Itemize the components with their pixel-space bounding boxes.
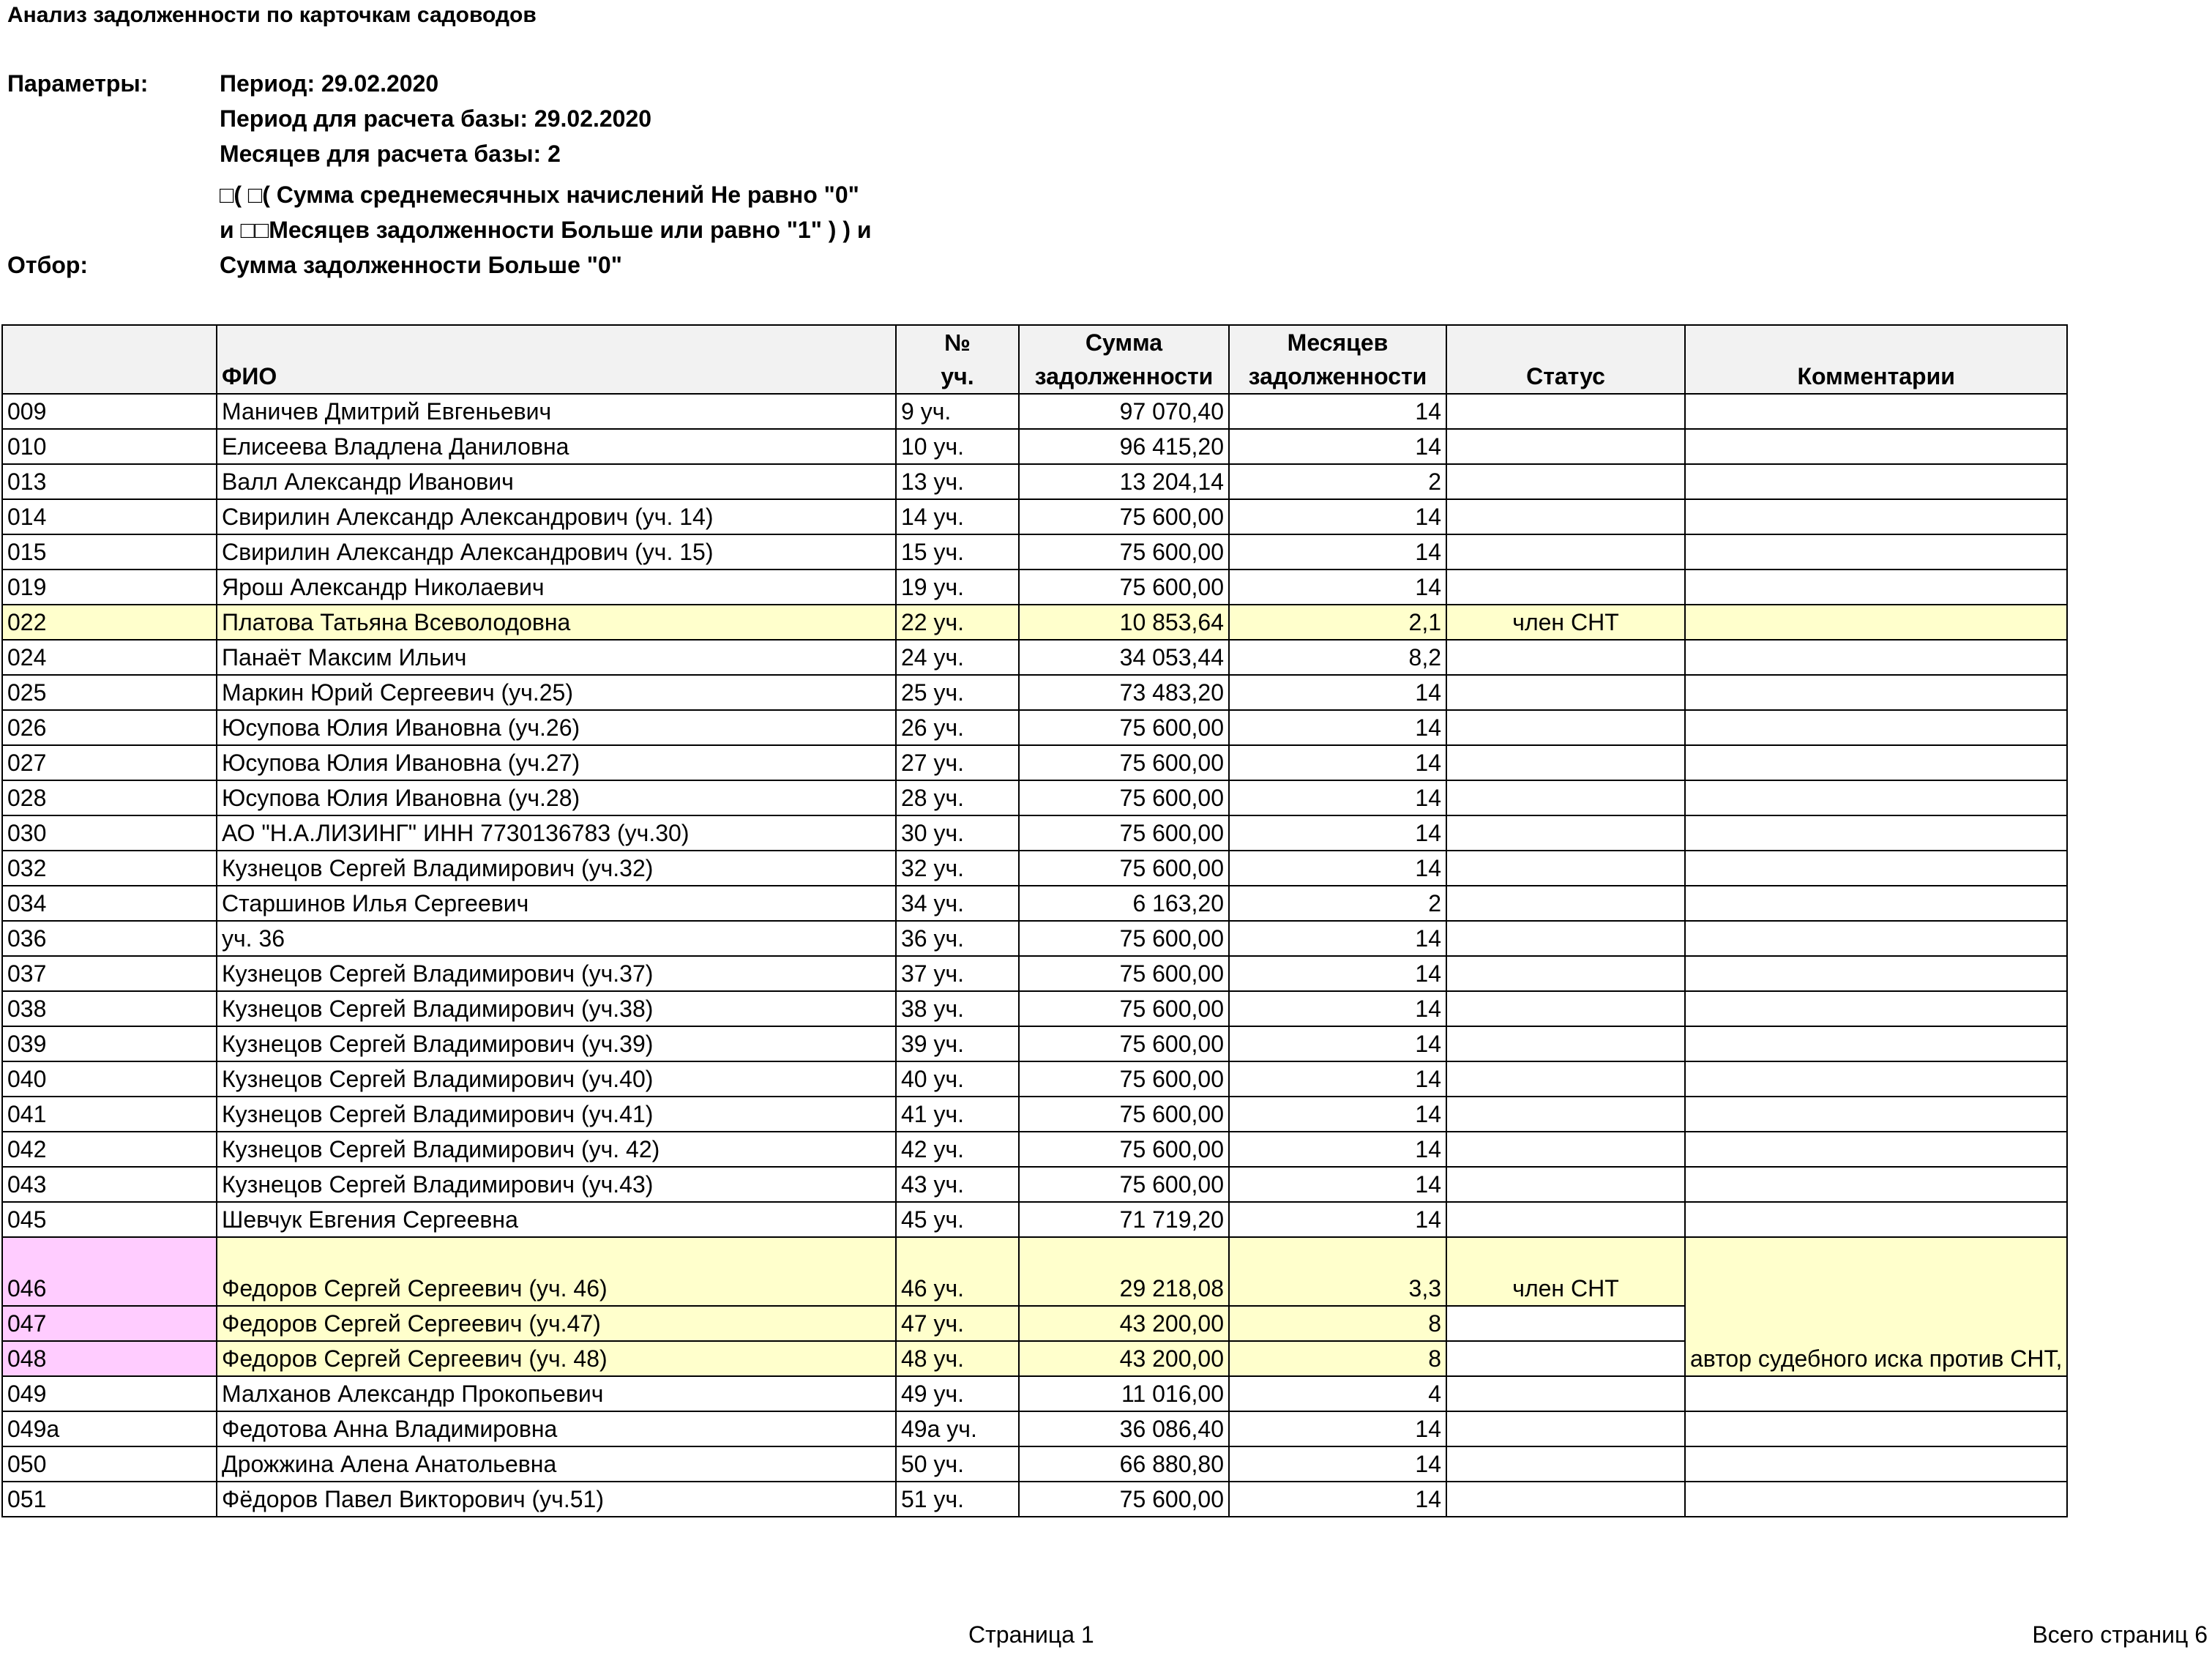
cell-code: 049а xyxy=(2,1411,217,1446)
filter-line: и □□Месяцев задолженности Больше или равно "1" ) ) и xyxy=(220,217,872,243)
table-row xyxy=(2,710,2067,745)
cell-fio: Дрожжина Алена Анатольевна xyxy=(217,1446,896,1482)
cell-code: 040 xyxy=(2,1061,217,1097)
cell-fio: Федотова Анна Владимировна xyxy=(217,1411,896,1446)
cell-months: 14 xyxy=(1229,991,1446,1026)
table-row xyxy=(2,1376,2067,1411)
cell-months: 14 xyxy=(1229,851,1446,886)
cell-comment xyxy=(1685,534,2067,570)
cell-plot: 36 уч. xyxy=(896,921,1019,956)
cell-months: 14 xyxy=(1229,429,1446,464)
params-label: Параметры: xyxy=(7,70,149,97)
table-header-row xyxy=(2,325,2067,394)
cell-status xyxy=(1446,851,1685,886)
table-row xyxy=(2,1132,2067,1167)
cell-fio: Ярош Александр Николаевич xyxy=(217,570,896,605)
cell-sum: 13 204,14 xyxy=(1019,464,1229,499)
cell-fio: Елисеева Владлена Даниловна xyxy=(217,429,896,464)
cell-sum: 75 600,00 xyxy=(1019,1097,1229,1132)
cell-sum: 73 483,20 xyxy=(1019,675,1229,710)
cell-months: 14 xyxy=(1229,1411,1446,1446)
table-row xyxy=(2,605,2067,640)
cell-sum: 75 600,00 xyxy=(1019,815,1229,851)
cell-sum: 6 163,20 xyxy=(1019,886,1229,921)
cell-comment xyxy=(1685,886,2067,921)
cell-months: 14 xyxy=(1229,956,1446,991)
cell-fio: Кузнецов Сергей Владимирович (уч.37) xyxy=(217,956,896,991)
cell-plot: 24 уч. xyxy=(896,640,1019,675)
cell-code: 030 xyxy=(2,815,217,851)
cell-plot: 10 уч. xyxy=(896,429,1019,464)
cell-plot: 49 уч. xyxy=(896,1376,1019,1411)
cell-comment xyxy=(1685,640,2067,675)
cell-plot: 51 уч. xyxy=(896,1482,1019,1517)
cell-comment xyxy=(1685,745,2067,780)
cell-code: 024 xyxy=(2,640,217,675)
cell-months: 14 xyxy=(1229,1097,1446,1132)
cell-months: 8,2 xyxy=(1229,640,1446,675)
cell-status xyxy=(1446,886,1685,921)
cell-months: 14 xyxy=(1229,780,1446,815)
cell-sum: 75 600,00 xyxy=(1019,1167,1229,1202)
cell-code: 009 xyxy=(2,394,217,429)
cell-code: 046 xyxy=(2,1237,217,1306)
cell-status xyxy=(1446,1341,1685,1376)
cell-code: 013 xyxy=(2,464,217,499)
cell-plot: 41 уч. xyxy=(896,1097,1019,1132)
cell-comment xyxy=(1685,1097,2067,1132)
cell-plot: 48 уч. xyxy=(896,1341,1019,1376)
cell-fio: Кузнецов Сергей Владимирович (уч.41) xyxy=(217,1097,896,1132)
table-row xyxy=(2,570,2067,605)
cell-fio: Юсупова Юлия Ивановна (уч.27) xyxy=(217,745,896,780)
table-row xyxy=(2,1026,2067,1061)
cell-comment xyxy=(1685,1132,2067,1167)
cell-comment xyxy=(1685,956,2067,991)
filter-line: Сумма задолженности Больше "0" xyxy=(220,252,622,278)
cell-status xyxy=(1446,921,1685,956)
cell-months: 14 xyxy=(1229,570,1446,605)
cell-fio: Фёдоров Павел Викторович (уч.51) xyxy=(217,1482,896,1517)
table-row xyxy=(2,1097,2067,1132)
total-pages: Всего страниц 6 xyxy=(2032,1621,2208,1648)
header-code xyxy=(2,325,217,394)
cell-status xyxy=(1446,710,1685,745)
cell-code: 022 xyxy=(2,605,217,640)
cell-fio: Кузнецов Сергей Владимирович (уч.38) xyxy=(217,991,896,1026)
cell-comment xyxy=(1685,1411,2067,1446)
cell-sum: 36 086,40 xyxy=(1019,1411,1229,1446)
cell-code: 041 xyxy=(2,1097,217,1132)
cell-fio: Юсупова Юлия Ивановна (уч.26) xyxy=(217,710,896,745)
cell-comment xyxy=(1685,675,2067,710)
cell-plot: 49а уч. xyxy=(896,1411,1019,1446)
cell-comment xyxy=(1685,921,2067,956)
cell-code: 027 xyxy=(2,745,217,780)
cell-fio: АО "Н.А.ЛИЗИНГ" ИНН 7730136783 (уч.30) xyxy=(217,815,896,851)
cell-fio: уч. 36 xyxy=(217,921,896,956)
cell-fio: Кузнецов Сергей Владимирович (уч. 42) xyxy=(217,1132,896,1167)
cell-sum: 75 600,00 xyxy=(1019,991,1229,1026)
cell-code: 042 xyxy=(2,1132,217,1167)
cell-status xyxy=(1446,640,1685,675)
cell-plot: 13 уч. xyxy=(896,464,1019,499)
cell-sum: 75 600,00 xyxy=(1019,1061,1229,1097)
cell-fio: Малханов Александр Прокопьевич xyxy=(217,1376,896,1411)
cell-months: 14 xyxy=(1229,1167,1446,1202)
table-row xyxy=(2,780,2067,815)
cell-months: 14 xyxy=(1229,815,1446,851)
cell-plot: 30 уч. xyxy=(896,815,1019,851)
cell-fio: Кузнецов Сергей Владимирович (уч.39) xyxy=(217,1026,896,1061)
cell-months: 14 xyxy=(1229,675,1446,710)
cell-months: 8 xyxy=(1229,1306,1446,1341)
cell-status xyxy=(1446,429,1685,464)
cell-months: 14 xyxy=(1229,710,1446,745)
cell-comment xyxy=(1685,710,2067,745)
cell-months: 14 xyxy=(1229,1446,1446,1482)
cell-status xyxy=(1446,464,1685,499)
cell-code: 038 xyxy=(2,991,217,1026)
cell-plot: 19 уч. xyxy=(896,570,1019,605)
cell-fio: Свирилин Александр Александрович (уч. 14) xyxy=(217,499,896,534)
cell-fio: Маничев Дмитрий Евгеньевич xyxy=(217,394,896,429)
cell-fio: Кузнецов Сергей Владимирович (уч.40) xyxy=(217,1061,896,1097)
cell-months: 2 xyxy=(1229,886,1446,921)
cell-code: 032 xyxy=(2,851,217,886)
table-row xyxy=(2,499,2067,534)
table-row xyxy=(2,815,2067,851)
cell-months: 4 xyxy=(1229,1376,1446,1411)
cell-code: 050 xyxy=(2,1446,217,1482)
cell-comment xyxy=(1685,570,2067,605)
cell-fio: Старшинов Илья Сергеевич xyxy=(217,886,896,921)
param-line: Месяцев для расчета базы: 2 xyxy=(220,141,561,167)
cell-status xyxy=(1446,394,1685,429)
cell-status: член СНТ xyxy=(1446,605,1685,640)
cell-sum: 29 218,08 xyxy=(1019,1237,1229,1306)
cell-code: 051 xyxy=(2,1482,217,1517)
cell-code: 048 xyxy=(2,1341,217,1376)
cell-plot: 25 уч. xyxy=(896,675,1019,710)
table-body xyxy=(2,394,2067,1517)
cell-months: 2,1 xyxy=(1229,605,1446,640)
cell-fio: Платова Татьяна Всеволодовна xyxy=(217,605,896,640)
cell-plot: 9 уч. xyxy=(896,394,1019,429)
cell-months: 14 xyxy=(1229,1026,1446,1061)
header-sum-top: Сумма xyxy=(1085,329,1163,356)
cell-sum: 43 200,00 xyxy=(1019,1341,1229,1376)
cell-plot: 26 уч. xyxy=(896,710,1019,745)
cell-status xyxy=(1446,745,1685,780)
cell-plot: 43 уч. xyxy=(896,1167,1019,1202)
cell-comment xyxy=(1685,499,2067,534)
cell-comment xyxy=(1685,464,2067,499)
cell-comment xyxy=(1685,1061,2067,1097)
cell-plot: 42 уч. xyxy=(896,1132,1019,1167)
table-row xyxy=(2,640,2067,675)
cell-sum: 43 200,00 xyxy=(1019,1306,1229,1341)
cell-sum: 75 600,00 xyxy=(1019,1132,1229,1167)
cell-months: 14 xyxy=(1229,394,1446,429)
cell-comment: автор судебного иска против СНТ, xyxy=(1685,1237,2067,1376)
param-line: Период для расчета базы: 29.02.2020 xyxy=(220,105,652,132)
cell-code: 037 xyxy=(2,956,217,991)
cell-sum: 66 880,80 xyxy=(1019,1446,1229,1482)
cell-plot: 28 уч. xyxy=(896,780,1019,815)
table-row xyxy=(2,1237,2067,1306)
cell-months: 14 xyxy=(1229,1132,1446,1167)
cell-sum: 97 070,40 xyxy=(1019,394,1229,429)
cell-status xyxy=(1446,534,1685,570)
report-title: Анализ задолженности по карточкам садоводов xyxy=(7,3,537,27)
cell-status xyxy=(1446,1167,1685,1202)
table-row xyxy=(2,1482,2067,1517)
header-months-top: Месяцев xyxy=(1287,329,1389,356)
cell-plot: 50 уч. xyxy=(896,1446,1019,1482)
cell-plot: 15 уч. xyxy=(896,534,1019,570)
cell-comment xyxy=(1685,815,2067,851)
cell-plot: 32 уч. xyxy=(896,851,1019,886)
cell-months: 14 xyxy=(1229,499,1446,534)
cell-code: 014 xyxy=(2,499,217,534)
table-row xyxy=(2,991,2067,1026)
table-row xyxy=(2,745,2067,780)
cell-plot: 46 уч. xyxy=(896,1237,1019,1306)
cell-months: 3,3 xyxy=(1229,1237,1446,1306)
cell-fio: Федоров Сергей Сергеевич (уч. 46) xyxy=(217,1237,896,1306)
cell-comment xyxy=(1685,1202,2067,1237)
cell-comment xyxy=(1685,1167,2067,1202)
header-plot-top: № xyxy=(944,329,971,356)
header-months xyxy=(1229,325,1446,394)
cell-code: 036 xyxy=(2,921,217,956)
cell-comment xyxy=(1685,605,2067,640)
cell-code: 019 xyxy=(2,570,217,605)
cell-plot: 34 уч. xyxy=(896,886,1019,921)
cell-months: 14 xyxy=(1229,745,1446,780)
cell-sum: 75 600,00 xyxy=(1019,570,1229,605)
header-plot xyxy=(896,325,1019,394)
cell-code: 015 xyxy=(2,534,217,570)
cell-status xyxy=(1446,1411,1685,1446)
cell-comment xyxy=(1685,1446,2067,1482)
cell-status xyxy=(1446,570,1685,605)
cell-fio: Кузнецов Сергей Владимирович (уч.43) xyxy=(217,1167,896,1202)
cell-months: 14 xyxy=(1229,534,1446,570)
cell-months: 8 xyxy=(1229,1341,1446,1376)
cell-code: 039 xyxy=(2,1026,217,1061)
cell-sum: 71 719,20 xyxy=(1019,1202,1229,1237)
debt-table xyxy=(1,324,2068,1517)
cell-sum: 75 600,00 xyxy=(1019,851,1229,886)
table-row xyxy=(2,675,2067,710)
cell-comment xyxy=(1685,851,2067,886)
cell-status xyxy=(1446,1482,1685,1517)
cell-code: 045 xyxy=(2,1202,217,1237)
cell-months: 2 xyxy=(1229,464,1446,499)
cell-comment xyxy=(1685,394,2067,429)
header-months-bottom: задолженности xyxy=(1248,363,1427,389)
cell-status xyxy=(1446,991,1685,1026)
cell-status xyxy=(1446,1132,1685,1167)
cell-sum: 96 415,20 xyxy=(1019,429,1229,464)
cell-plot: 22 уч. xyxy=(896,605,1019,640)
cell-plot: 39 уч. xyxy=(896,1026,1019,1061)
cell-code: 026 xyxy=(2,710,217,745)
cell-status xyxy=(1446,1306,1685,1341)
header-sum xyxy=(1019,325,1229,394)
header-comment: Комментарии xyxy=(1685,325,2067,394)
table-row xyxy=(2,956,2067,991)
cell-code: 034 xyxy=(2,886,217,921)
cell-status xyxy=(1446,499,1685,534)
cell-sum: 10 853,64 xyxy=(1019,605,1229,640)
cell-plot: 38 уч. xyxy=(896,991,1019,1026)
cell-sum: 75 600,00 xyxy=(1019,499,1229,534)
cell-plot: 45 уч. xyxy=(896,1202,1019,1237)
cell-sum: 75 600,00 xyxy=(1019,534,1229,570)
cell-code: 049 xyxy=(2,1376,217,1411)
cell-code: 043 xyxy=(2,1167,217,1202)
cell-status xyxy=(1446,1376,1685,1411)
table-row xyxy=(2,1202,2067,1237)
table-row xyxy=(2,1061,2067,1097)
cell-sum: 34 053,44 xyxy=(1019,640,1229,675)
cell-status xyxy=(1446,1061,1685,1097)
table-row xyxy=(2,429,2067,464)
table-row xyxy=(2,394,2067,429)
cell-months: 14 xyxy=(1229,1061,1446,1097)
cell-plot: 14 уч. xyxy=(896,499,1019,534)
cell-status xyxy=(1446,956,1685,991)
header-status: Статус xyxy=(1446,325,1685,394)
cell-fio: Шевчук Евгения Сергеевна xyxy=(217,1202,896,1237)
cell-comment xyxy=(1685,991,2067,1026)
cell-status xyxy=(1446,675,1685,710)
cell-plot: 37 уч. xyxy=(896,956,1019,991)
cell-months: 14 xyxy=(1229,1482,1446,1517)
cell-sum: 75 600,00 xyxy=(1019,1026,1229,1061)
cell-sum: 75 600,00 xyxy=(1019,710,1229,745)
cell-comment xyxy=(1685,1376,2067,1411)
table-row xyxy=(2,921,2067,956)
cell-status xyxy=(1446,815,1685,851)
table-row xyxy=(2,1167,2067,1202)
cell-fio: Юсупова Юлия Ивановна (уч.28) xyxy=(217,780,896,815)
cell-sum: 75 600,00 xyxy=(1019,956,1229,991)
cell-months: 14 xyxy=(1229,921,1446,956)
cell-status xyxy=(1446,1446,1685,1482)
header-sum-bottom: задолженности xyxy=(1034,363,1214,389)
table-row xyxy=(2,851,2067,886)
cell-sum: 75 600,00 xyxy=(1019,921,1229,956)
cell-status xyxy=(1446,780,1685,815)
header-fio: ФИО xyxy=(217,325,896,394)
cell-fio: Федоров Сергей Сергеевич (уч. 48) xyxy=(217,1341,896,1376)
cell-sum: 75 600,00 xyxy=(1019,780,1229,815)
page-number: Страница 1 xyxy=(968,1621,1094,1648)
cell-status xyxy=(1446,1097,1685,1132)
cell-plot: 40 уч. xyxy=(896,1061,1019,1097)
cell-plot: 27 уч. xyxy=(896,745,1019,780)
cell-status: член СНТ xyxy=(1446,1237,1685,1306)
cell-code: 010 xyxy=(2,429,217,464)
cell-comment xyxy=(1685,1026,2067,1061)
filter-line: □( □( Сумма среднемесячных начислений Не равно "0" xyxy=(220,182,859,208)
cell-comment xyxy=(1685,1482,2067,1517)
cell-fio: Панаёт Максим Ильич xyxy=(217,640,896,675)
filter-label: Отбор: xyxy=(7,252,89,278)
table-row xyxy=(2,534,2067,570)
cell-fio: Валл Александр Иванович xyxy=(217,464,896,499)
param-line: Период: 29.02.2020 xyxy=(220,70,439,97)
cell-comment xyxy=(1685,780,2067,815)
cell-code: 028 xyxy=(2,780,217,815)
cell-plot: 47 уч. xyxy=(896,1306,1019,1341)
cell-sum: 75 600,00 xyxy=(1019,1482,1229,1517)
cell-fio: Кузнецов Сергей Владимирович (уч.32) xyxy=(217,851,896,886)
cell-sum: 11 016,00 xyxy=(1019,1376,1229,1411)
cell-code: 047 xyxy=(2,1306,217,1341)
cell-status xyxy=(1446,1202,1685,1237)
table-row xyxy=(2,1411,2067,1446)
cell-comment xyxy=(1685,429,2067,464)
table-row xyxy=(2,886,2067,921)
cell-fio: Маркин Юрий Сергеевич (уч.25) xyxy=(217,675,896,710)
cell-fio: Федоров Сергей Сергеевич (уч.47) xyxy=(217,1306,896,1341)
header-plot-bottom: уч. xyxy=(941,363,974,389)
table-row xyxy=(2,1446,2067,1482)
cell-status xyxy=(1446,1026,1685,1061)
cell-months: 14 xyxy=(1229,1202,1446,1237)
cell-code: 025 xyxy=(2,675,217,710)
cell-fio: Свирилин Александр Александрович (уч. 15) xyxy=(217,534,896,570)
cell-sum: 75 600,00 xyxy=(1019,745,1229,780)
table-row xyxy=(2,464,2067,499)
